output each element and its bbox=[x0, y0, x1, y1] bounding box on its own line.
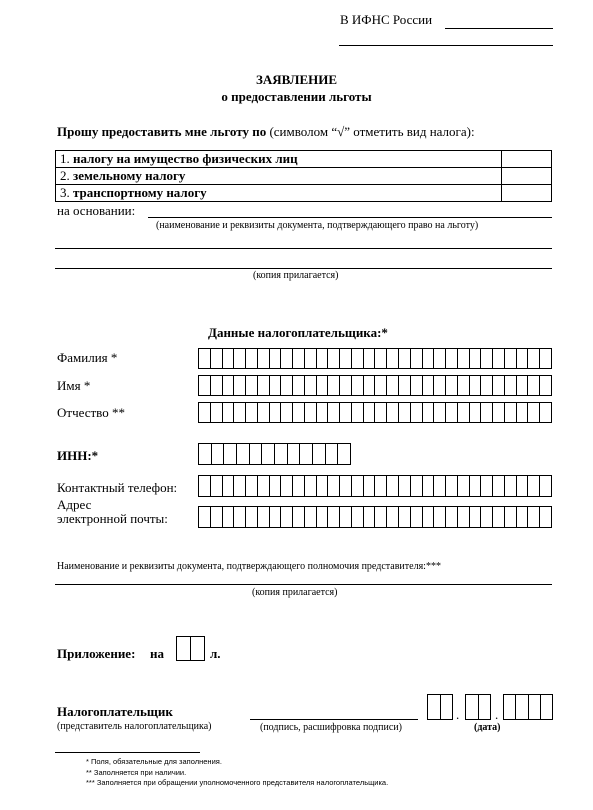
phone-label: Контактный телефон: bbox=[57, 480, 178, 495]
request-bold: Прошу предоставить мне льготу по bbox=[57, 124, 267, 139]
date-year-cells[interactable] bbox=[503, 694, 553, 720]
tax-checkbox-land[interactable] bbox=[502, 168, 552, 185]
attachment-sheets-cells[interactable] bbox=[176, 636, 205, 661]
inn-cells[interactable] bbox=[198, 443, 351, 465]
recipient-field-line[interactable] bbox=[445, 28, 553, 29]
representative-copy-note: (копия прилагается) bbox=[252, 587, 338, 598]
recipient-field-line-2[interactable] bbox=[339, 45, 553, 46]
footnotes bbox=[86, 757, 388, 789]
attachment-on-label: на bbox=[150, 646, 164, 661]
email-label: Адрес электронной почты: bbox=[57, 497, 168, 526]
inn-label: ИНН:* bbox=[57, 448, 99, 463]
surname-cells[interactable] bbox=[198, 348, 552, 369]
name-cells[interactable] bbox=[198, 375, 552, 396]
tax-row bbox=[56, 185, 552, 202]
date-separator: . bbox=[456, 707, 460, 722]
surname-label: Фамилия * bbox=[57, 350, 118, 365]
basis-field-line-3[interactable] bbox=[55, 268, 552, 269]
tax-row bbox=[56, 168, 552, 185]
date-separator: . bbox=[495, 707, 499, 722]
basis-field-line-2[interactable] bbox=[55, 248, 552, 249]
attachment-label: Приложение: bbox=[57, 646, 136, 661]
taxpayer-signature-label: Налогоплательщик bbox=[57, 704, 173, 719]
tax-row-label: 3. транспортному налогу bbox=[56, 185, 502, 202]
phone-cells[interactable] bbox=[198, 475, 552, 497]
signature-hint: (подпись, расшифровка подписи) bbox=[260, 722, 402, 733]
basis-field-line[interactable] bbox=[148, 217, 552, 218]
document-title: ЗАЯВЛЕНИЕ bbox=[255, 72, 338, 87]
tax-row-label: 1. налогу на имущество физических лиц bbox=[56, 151, 502, 168]
footnote-divider bbox=[55, 752, 200, 753]
taxpayer-heading: Данные налогоплательщика:* bbox=[208, 325, 388, 340]
basis-hint: (наименование и реквизиты документа, подтверждающего право на льготу) bbox=[156, 220, 479, 231]
representative-field-line[interactable] bbox=[55, 584, 552, 585]
basis-label: на основании: bbox=[57, 203, 136, 218]
footnote-if-available: ** Заполняется при наличии. bbox=[86, 767, 187, 777]
basis-copy-note: (копия прилагается) bbox=[253, 270, 339, 281]
tax-row-label: 2. земельному налогу bbox=[56, 168, 502, 185]
attachment-sheets-label: л. bbox=[210, 646, 221, 661]
date-month-cells[interactable] bbox=[465, 694, 491, 720]
document-subtitle: о предоставлении льготы bbox=[221, 89, 372, 104]
name-label: Имя * bbox=[57, 378, 91, 393]
date-day-cells[interactable] bbox=[427, 694, 453, 720]
footnote-representative: *** Заполняется при обращении уполномоченного представителя налогоплательщика. bbox=[86, 778, 389, 787]
signature-field-line[interactable] bbox=[250, 719, 418, 720]
tax-checkbox-transport[interactable] bbox=[502, 185, 552, 202]
recipient-label: В ИФНС России bbox=[340, 12, 433, 27]
tax-checkbox-property[interactable] bbox=[502, 151, 552, 168]
tax-type-table bbox=[55, 150, 552, 202]
patronymic-cells[interactable] bbox=[198, 402, 552, 423]
footnote-required: * Поля, обязательные для заполнения. bbox=[86, 757, 222, 766]
email-cells[interactable] bbox=[198, 506, 552, 528]
date-hint: (дата) bbox=[474, 722, 501, 733]
taxpayer-signature-sublabel: (представитель налогоплательщика) bbox=[57, 721, 212, 732]
patronymic-label: Отчество ** bbox=[57, 405, 125, 420]
tax-row bbox=[56, 151, 552, 168]
representative-label: Наименование и реквизиты документа, подтверждающего полномочия представителя:*** bbox=[57, 561, 441, 572]
request-line bbox=[57, 124, 475, 140]
request-instruction: (символом “√” отметить вид налога): bbox=[269, 124, 475, 139]
